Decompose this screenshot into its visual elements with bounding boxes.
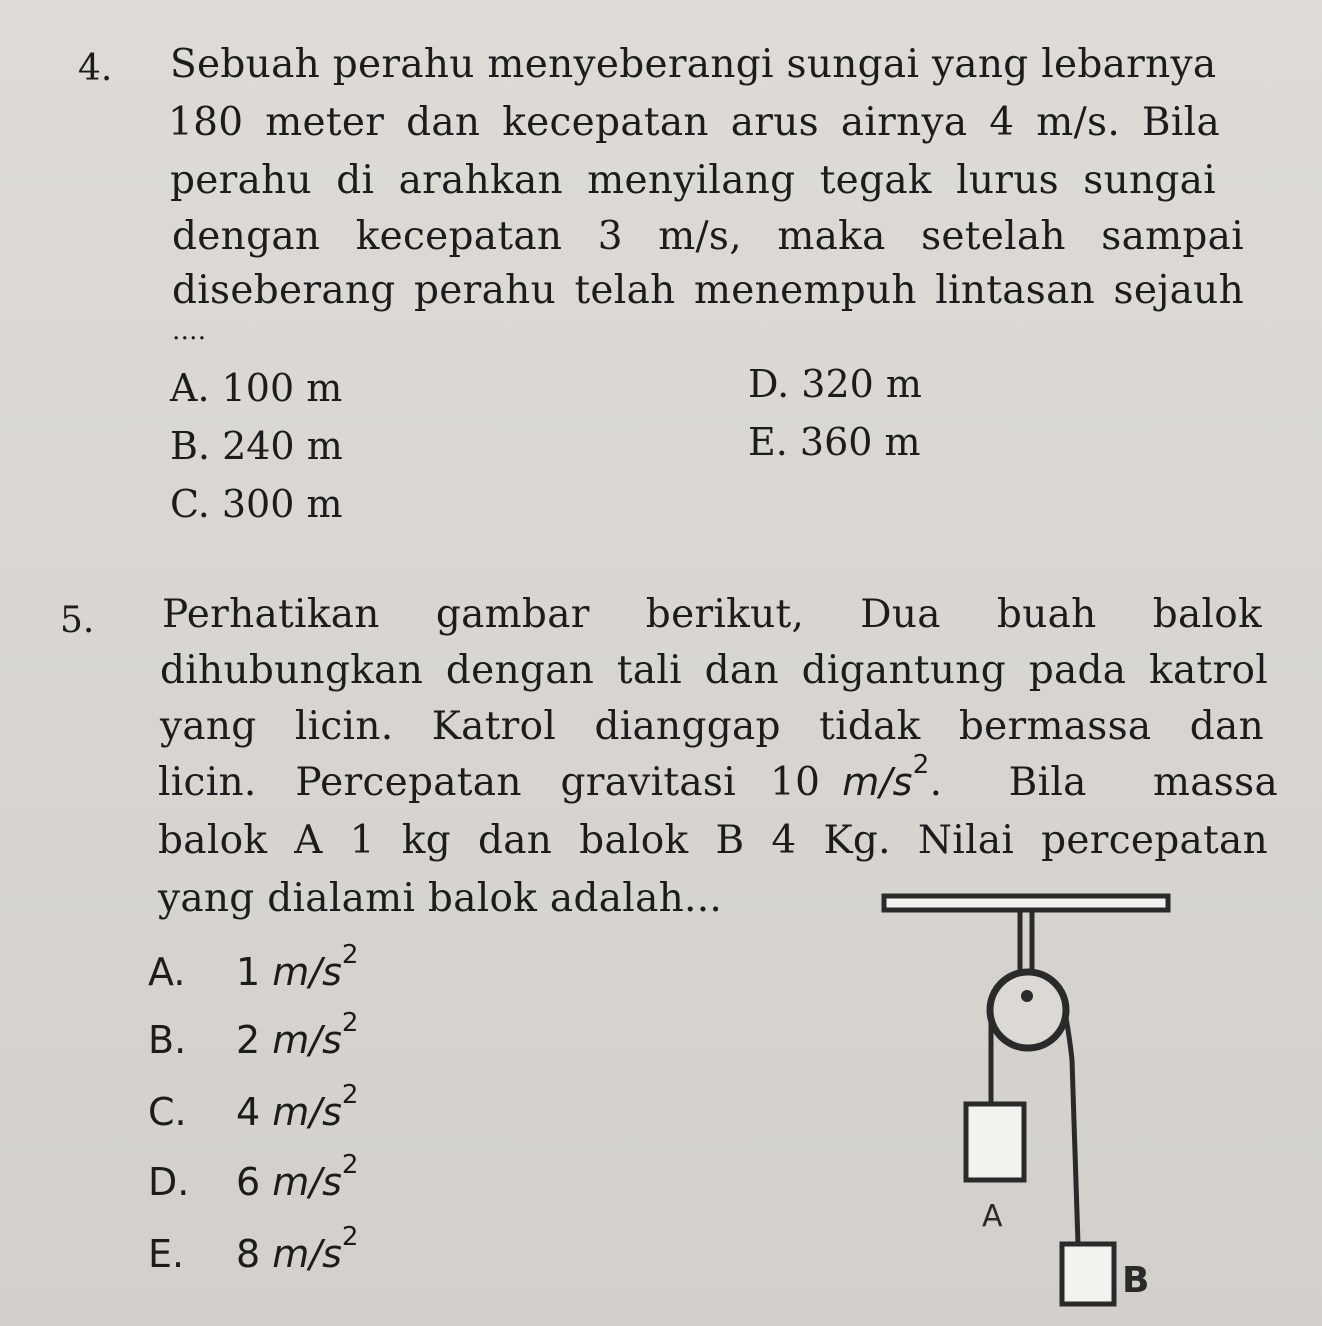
- question-4-number: 4.: [78, 48, 113, 89]
- block-b-label: B: [1122, 1260, 1150, 1301]
- question-5-number: 5.: [60, 600, 95, 641]
- question-5-line-6: yang dialami balok adalah...: [158, 876, 723, 921]
- question-4-option-c: C. 300 m: [170, 482, 343, 526]
- question-5-option-a: A. 1 $m/s^2$: [148, 940, 359, 994]
- question-5-line-4-text: licin. Percepatan gravitasi: [158, 760, 736, 805]
- rope-right: [1065, 1012, 1078, 1244]
- question-5-line-3: yang licin. Katrol dianggap tidak bermassa dan: [160, 704, 1264, 749]
- question-4-option-a: A. 100 m: [170, 366, 343, 410]
- gravity-value: 10: [770, 760, 821, 805]
- question-4-option-e: E. 360 m: [748, 420, 921, 464]
- block-a: [966, 1104, 1024, 1180]
- ceiling-bar: [884, 896, 1168, 910]
- question-4-line-4: dengan kecepatan 3 m/s, maka setelah sampai: [172, 214, 1244, 259]
- block-a-label: A: [982, 1199, 1003, 1234]
- question-4-option-d: D. 320 m: [748, 362, 922, 406]
- block-b: [1062, 1244, 1114, 1304]
- question-5-option-b: B. 2 $m/s^2$: [148, 1008, 359, 1062]
- question-4-option-b: B. 240 m: [170, 424, 343, 468]
- question-5-option-d: D. 6 $m/s^2$: [148, 1150, 359, 1204]
- question-4-line-2: 180 meter dan kecepatan arus airnya 4 m/s. Bila: [168, 100, 1220, 145]
- question-5-line-2: dihubungkan dengan tali dan digantung pada katrol: [160, 648, 1268, 693]
- question-5-line-4-rest: . Bila massa: [929, 760, 1278, 805]
- question-5-line-5: balok A 1 kg dan balok B 4 Kg. Nilai percepatan: [158, 818, 1268, 863]
- question-5-option-e: E. 8 $m/s^2$: [148, 1222, 359, 1276]
- question-5-option-c: C. 4 $m/s^2$: [148, 1080, 359, 1134]
- gravity-unit-exponent: 2: [912, 750, 930, 780]
- gravity-unit: $m/s^2$: [842, 750, 930, 804]
- pulley-axle: [1021, 990, 1033, 1002]
- question-4-line-5: diseberang perahu telah menempuh lintasan sejauh: [172, 268, 1244, 313]
- question-4-line-1: Sebuah perahu menyeberangi sungai yang lebarnya: [170, 42, 1217, 87]
- pulley-wheel: [990, 972, 1066, 1048]
- question-4-ellipsis: ....: [172, 316, 207, 346]
- question-4-line-3: perahu di arahkan menyilang tegak lurus sungai: [170, 158, 1216, 203]
- question-5-line-1: Perhatikan gambar berikut, Dua buah balok: [162, 592, 1262, 637]
